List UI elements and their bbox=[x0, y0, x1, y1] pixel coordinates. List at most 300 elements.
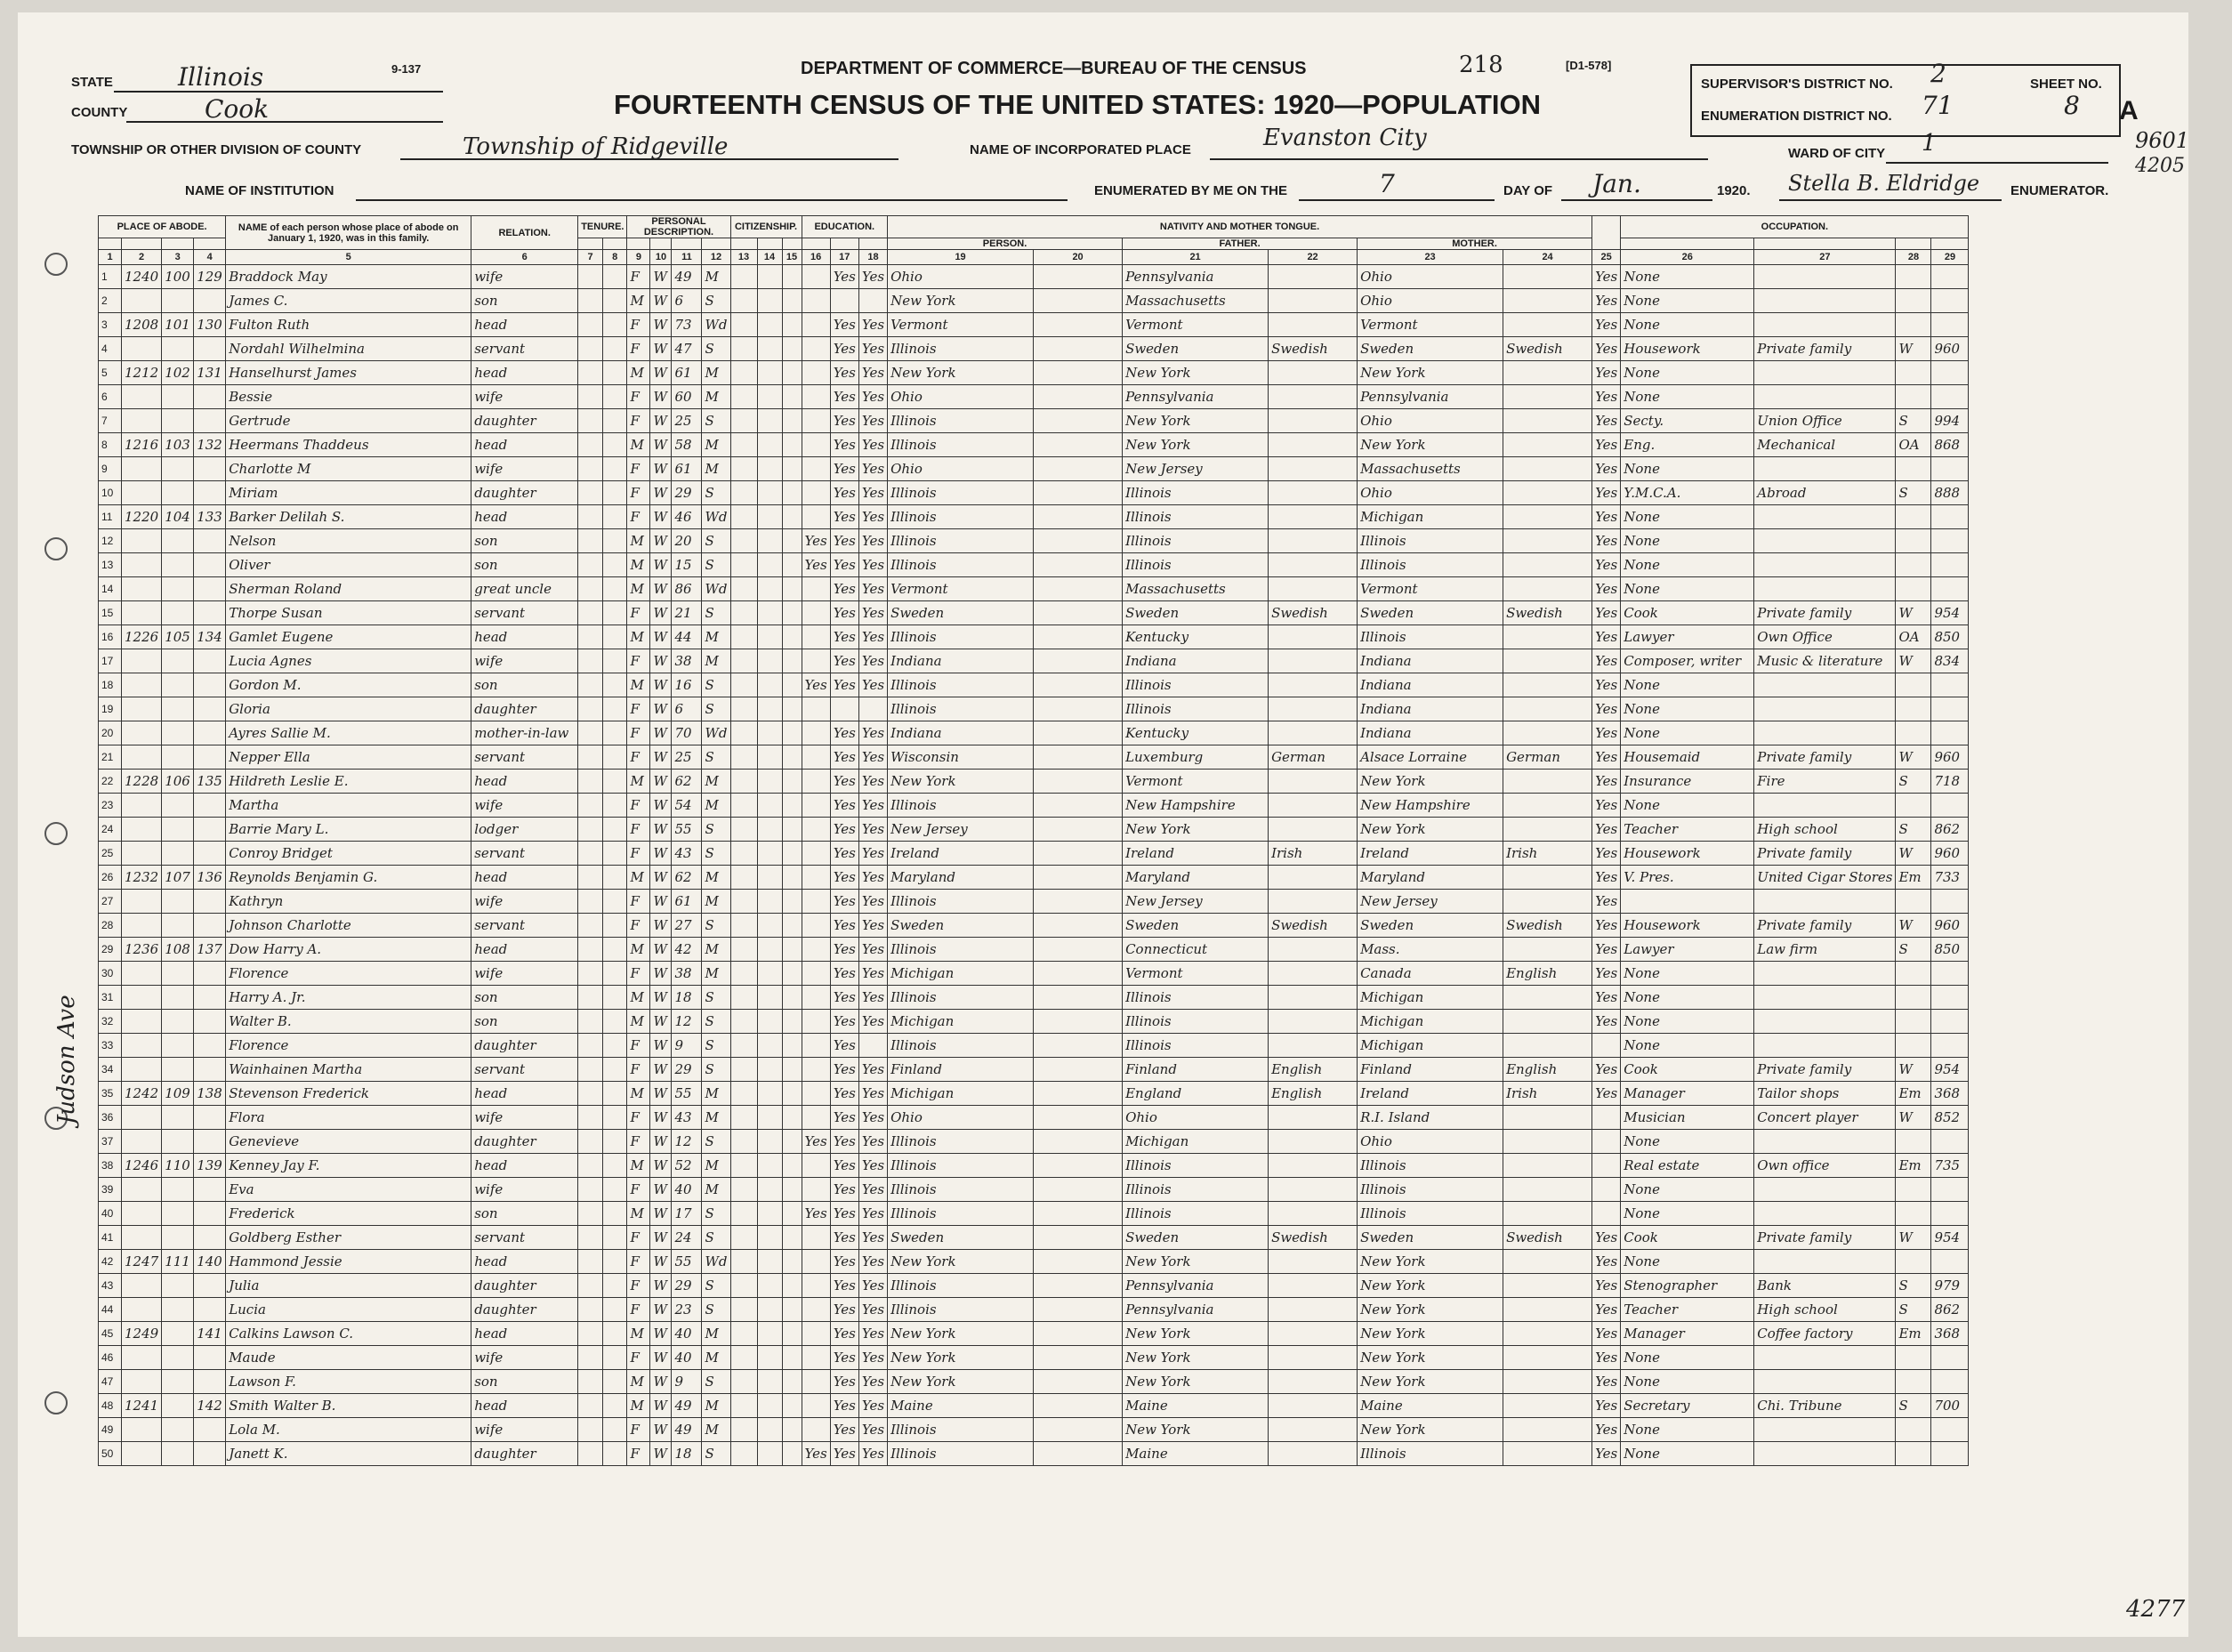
cell-fam: 138 bbox=[194, 1082, 226, 1106]
cell-age: 42 bbox=[672, 938, 702, 962]
cell-dw bbox=[162, 745, 194, 770]
cell-empty bbox=[782, 1010, 802, 1034]
cell-empty bbox=[757, 1274, 782, 1298]
cell-fpob: Maine bbox=[1123, 1394, 1269, 1418]
cell-empty bbox=[730, 601, 757, 625]
cell-empty bbox=[782, 1250, 802, 1274]
cell-occ bbox=[1621, 890, 1754, 914]
incorporated-label: NAME OF INCORPORATED PLACE bbox=[970, 142, 1191, 157]
cell-read: Yes bbox=[830, 1058, 858, 1082]
cell-ms: Wd bbox=[702, 577, 730, 601]
cell-rel: wife bbox=[471, 962, 578, 986]
cell-empty bbox=[782, 890, 802, 914]
cell-mpob: New York bbox=[1358, 770, 1503, 794]
cell-empty bbox=[602, 721, 627, 745]
line-number: 28 bbox=[99, 914, 122, 938]
cell-mpob: Ohio bbox=[1358, 265, 1503, 289]
cell-dw bbox=[162, 1202, 194, 1226]
cell-dw bbox=[162, 1034, 194, 1058]
cell-ms: M bbox=[702, 649, 730, 673]
cell-rel: servant bbox=[471, 1058, 578, 1082]
cell-empty bbox=[1034, 697, 1123, 721]
cell-empty bbox=[757, 265, 782, 289]
cell-cls bbox=[1896, 986, 1931, 1010]
cell-race: W bbox=[650, 313, 672, 337]
cell-read: Yes bbox=[830, 745, 858, 770]
table-row bbox=[99, 577, 1969, 601]
cell-fam bbox=[194, 457, 226, 481]
cell-name: Barker Delilah S. bbox=[226, 505, 471, 529]
cell-race: W bbox=[650, 505, 672, 529]
cell-name: Hammond Jessie bbox=[226, 1250, 471, 1274]
cell-ind: United Cigar Stores bbox=[1754, 866, 1896, 890]
cell-ftongue bbox=[1269, 1010, 1358, 1034]
cell-empty bbox=[757, 1178, 782, 1202]
line-number: 47 bbox=[99, 1370, 122, 1394]
cell-eng: Yes bbox=[1592, 1226, 1621, 1250]
cell-ms: S bbox=[702, 1010, 730, 1034]
cell-ms: S bbox=[702, 745, 730, 770]
cell-mpob: Sweden bbox=[1358, 601, 1503, 625]
cell-name: Nordahl Wilhelmina bbox=[226, 337, 471, 361]
table-row bbox=[99, 1106, 1969, 1130]
cell-mpob: Pennsylvania bbox=[1358, 385, 1503, 409]
cell-fam: 132 bbox=[194, 433, 226, 457]
day-line bbox=[1299, 199, 1495, 201]
cell-code bbox=[1931, 529, 1969, 553]
cell-house: 1228 bbox=[122, 770, 162, 794]
cell-school bbox=[802, 1058, 830, 1082]
cell-ftongue: English bbox=[1269, 1082, 1358, 1106]
cell-read: Yes bbox=[830, 1130, 858, 1154]
cell-sex: F bbox=[627, 745, 650, 770]
cell-mtongue bbox=[1503, 890, 1592, 914]
cell-empty bbox=[782, 1394, 802, 1418]
cell-empty bbox=[757, 1250, 782, 1274]
cell-ind bbox=[1754, 577, 1896, 601]
cell-ind: Private family bbox=[1754, 601, 1896, 625]
cell-empty bbox=[730, 1058, 757, 1082]
cell-empty bbox=[782, 361, 802, 385]
cell-fam bbox=[194, 1442, 226, 1466]
cell-mtongue bbox=[1503, 1442, 1592, 1466]
cell-ind bbox=[1754, 721, 1896, 745]
cell-sex: F bbox=[627, 914, 650, 938]
cell-empty bbox=[578, 289, 603, 313]
cell-age: 38 bbox=[672, 649, 702, 673]
cell-occ: Housemaid bbox=[1621, 745, 1754, 770]
cell-write: Yes bbox=[858, 673, 887, 697]
cell-age: 15 bbox=[672, 553, 702, 577]
cell-dw bbox=[162, 1130, 194, 1154]
ward-line bbox=[1886, 162, 2108, 164]
header-person: PERSON. bbox=[888, 238, 1123, 250]
cell-mtongue bbox=[1503, 649, 1592, 673]
township-label: TOWNSHIP OR OTHER DIVISION OF COUNTY bbox=[71, 142, 362, 157]
cell-ftongue: Swedish bbox=[1269, 601, 1358, 625]
cell-dw bbox=[162, 1010, 194, 1034]
cell-fpob: Kentucky bbox=[1123, 625, 1269, 649]
line-number: 31 bbox=[99, 986, 122, 1010]
cell-empty bbox=[578, 1442, 603, 1466]
cell-empty bbox=[1034, 361, 1123, 385]
cell-empty bbox=[602, 1274, 627, 1298]
cell-sex: F bbox=[627, 1058, 650, 1082]
cell-eng: Yes bbox=[1592, 673, 1621, 697]
cell-cls: W bbox=[1896, 1058, 1931, 1082]
cell-dw: 104 bbox=[162, 505, 194, 529]
cell-mtongue: English bbox=[1503, 1058, 1592, 1082]
note-bottom-right: 4277 bbox=[2126, 1596, 2186, 1623]
cell-age: 17 bbox=[672, 1202, 702, 1226]
cell-mtongue bbox=[1503, 770, 1592, 794]
cell-eng: Yes bbox=[1592, 289, 1621, 313]
cell-mtongue: Swedish bbox=[1503, 337, 1592, 361]
line-number: 12 bbox=[99, 529, 122, 553]
cell-empty bbox=[1034, 866, 1123, 890]
table-row bbox=[99, 1226, 1969, 1250]
cell-empty bbox=[757, 361, 782, 385]
cell-empty bbox=[602, 1226, 627, 1250]
cell-mpob: Ohio bbox=[1358, 481, 1503, 505]
cell-fpob: Kentucky bbox=[1123, 721, 1269, 745]
cell-ind: Private family bbox=[1754, 914, 1896, 938]
binder-hole bbox=[44, 822, 68, 845]
line-number: 37 bbox=[99, 1130, 122, 1154]
cell-empty bbox=[578, 866, 603, 890]
cell-fam bbox=[194, 1274, 226, 1298]
line-number: 14 bbox=[99, 577, 122, 601]
cell-empty bbox=[757, 1418, 782, 1442]
cell-cls bbox=[1896, 385, 1931, 409]
cell-race: W bbox=[650, 529, 672, 553]
cell-fpob: Illinois bbox=[1123, 1034, 1269, 1058]
cell-cls bbox=[1896, 1178, 1931, 1202]
cell-dw bbox=[162, 962, 194, 986]
cell-ftongue bbox=[1269, 890, 1358, 914]
cell-ms: Wd bbox=[702, 1250, 730, 1274]
table-row bbox=[99, 1370, 1969, 1394]
cell-empty bbox=[730, 625, 757, 649]
cell-occ: None bbox=[1621, 673, 1754, 697]
cell-name: Julia bbox=[226, 1274, 471, 1298]
cell-sex: F bbox=[627, 337, 650, 361]
cell-age: 60 bbox=[672, 385, 702, 409]
cell-mpob: New York bbox=[1358, 1250, 1503, 1274]
cell-cls: S bbox=[1896, 481, 1931, 505]
cell-occ: None bbox=[1621, 577, 1754, 601]
cell-race: W bbox=[650, 938, 672, 962]
line-number: 11 bbox=[99, 505, 122, 529]
cell-house bbox=[122, 481, 162, 505]
cell-empty bbox=[1034, 601, 1123, 625]
cell-cls: W bbox=[1896, 914, 1931, 938]
cell-empty bbox=[578, 770, 603, 794]
cell-code bbox=[1931, 1250, 1969, 1274]
supervisor-value: 2 bbox=[1930, 59, 1946, 88]
cell-cls: W bbox=[1896, 1226, 1931, 1250]
cell-sex: F bbox=[627, 409, 650, 433]
cell-empty bbox=[1034, 1058, 1123, 1082]
cell-dw bbox=[162, 457, 194, 481]
cell-ms: S bbox=[702, 601, 730, 625]
cell-fpob: Illinois bbox=[1123, 481, 1269, 505]
cell-ftongue bbox=[1269, 673, 1358, 697]
cell-empty bbox=[602, 1418, 627, 1442]
cell-empty bbox=[578, 457, 603, 481]
cell-mtongue bbox=[1503, 265, 1592, 289]
page-number: 218 bbox=[1459, 52, 1503, 78]
cell-fam: 139 bbox=[194, 1154, 226, 1178]
binder-hole bbox=[44, 253, 68, 276]
cell-empty bbox=[782, 553, 802, 577]
cell-rel: son bbox=[471, 529, 578, 553]
cell-fpob: New York bbox=[1123, 409, 1269, 433]
cell-empty bbox=[578, 529, 603, 553]
cell-cls bbox=[1896, 1346, 1931, 1370]
cell-ind bbox=[1754, 962, 1896, 986]
cell-ms: S bbox=[702, 1226, 730, 1250]
cell-age: 40 bbox=[672, 1346, 702, 1370]
cell-rel: son bbox=[471, 1010, 578, 1034]
cell-age: 29 bbox=[672, 1274, 702, 1298]
cell-empty bbox=[730, 962, 757, 986]
cell-write: Yes bbox=[858, 866, 887, 890]
cell-name: Walter B. bbox=[226, 1010, 471, 1034]
cell-empty bbox=[1034, 1130, 1123, 1154]
cell-race: W bbox=[650, 625, 672, 649]
cell-age: 61 bbox=[672, 361, 702, 385]
cell-empty bbox=[782, 697, 802, 721]
cell-empty bbox=[730, 409, 757, 433]
cell-cls bbox=[1896, 289, 1931, 313]
line-number: 42 bbox=[99, 1250, 122, 1274]
cell-eng: Yes bbox=[1592, 938, 1621, 962]
cell-code bbox=[1931, 1370, 1969, 1394]
cell-ind: Private family bbox=[1754, 1058, 1896, 1082]
cell-rel: servant bbox=[471, 601, 578, 625]
cell-read bbox=[830, 697, 858, 721]
cell-eng bbox=[1592, 1178, 1621, 1202]
cell-sex: F bbox=[627, 1442, 650, 1466]
cell-occ: Lawyer bbox=[1621, 625, 1754, 649]
cell-house bbox=[122, 1418, 162, 1442]
cell-empty bbox=[578, 1178, 603, 1202]
cell-cls bbox=[1896, 794, 1931, 818]
cell-ind: Law firm bbox=[1754, 938, 1896, 962]
cell-ind bbox=[1754, 1034, 1896, 1058]
cell-name: Maude bbox=[226, 1346, 471, 1370]
cell-empty bbox=[578, 385, 603, 409]
cell-rel: head bbox=[471, 1154, 578, 1178]
cell-house bbox=[122, 457, 162, 481]
cell-empty bbox=[1034, 1226, 1123, 1250]
header-mother: MOTHER. bbox=[1358, 238, 1592, 250]
cell-rel: head bbox=[471, 770, 578, 794]
cell-occ: Teacher bbox=[1621, 1298, 1754, 1322]
cell-code: 954 bbox=[1931, 1058, 1969, 1082]
cell-read: Yes bbox=[830, 433, 858, 457]
cell-school bbox=[802, 433, 830, 457]
institution-label: NAME OF INSTITUTION bbox=[185, 183, 334, 198]
cell-mtongue bbox=[1503, 529, 1592, 553]
cell-empty bbox=[730, 433, 757, 457]
cell-empty bbox=[782, 409, 802, 433]
cell-fpob: Illinois bbox=[1123, 986, 1269, 1010]
table-row bbox=[99, 337, 1969, 361]
cell-race: W bbox=[650, 794, 672, 818]
cell-empty bbox=[782, 1346, 802, 1370]
cell-empty bbox=[757, 938, 782, 962]
cell-code bbox=[1931, 1034, 1969, 1058]
cell-mtongue bbox=[1503, 1346, 1592, 1370]
cell-fam bbox=[194, 1346, 226, 1370]
cell-mtongue: Swedish bbox=[1503, 1226, 1592, 1250]
cell-fam bbox=[194, 1010, 226, 1034]
cell-eng: Yes bbox=[1592, 1442, 1621, 1466]
enumerator-line bbox=[1779, 199, 2002, 201]
table-row bbox=[99, 289, 1969, 313]
line-number: 44 bbox=[99, 1298, 122, 1322]
cell-pob: Illinois bbox=[888, 1034, 1034, 1058]
cell-rel: wife bbox=[471, 1178, 578, 1202]
cell-empty bbox=[602, 577, 627, 601]
cell-ms: S bbox=[702, 1370, 730, 1394]
cell-empty bbox=[1034, 529, 1123, 553]
cell-fam: 129 bbox=[194, 265, 226, 289]
cell-occ: V. Pres. bbox=[1621, 866, 1754, 890]
census-title: FOURTEENTH CENSUS OF THE UNITED STATES: 1920—POPULATION bbox=[614, 89, 1542, 120]
cell-ms: M bbox=[702, 1394, 730, 1418]
table-row bbox=[99, 1178, 1969, 1202]
cell-empty bbox=[602, 385, 627, 409]
cell-occ: None bbox=[1621, 313, 1754, 337]
cell-fam: 136 bbox=[194, 866, 226, 890]
cell-sex: M bbox=[627, 1082, 650, 1106]
cell-mpob: Illinois bbox=[1358, 1154, 1503, 1178]
note-left-vertical: Judson Ave bbox=[53, 995, 80, 1124]
cell-rel: head bbox=[471, 1394, 578, 1418]
cell-age: 43 bbox=[672, 1106, 702, 1130]
cell-empty bbox=[782, 842, 802, 866]
cell-empty bbox=[602, 1370, 627, 1394]
cell-school: Yes bbox=[802, 673, 830, 697]
cell-house bbox=[122, 553, 162, 577]
header-father: FATHER. bbox=[1123, 238, 1358, 250]
cell-empty bbox=[730, 866, 757, 890]
cell-house bbox=[122, 1442, 162, 1466]
cell-house bbox=[122, 649, 162, 673]
cell-empty bbox=[602, 433, 627, 457]
cell-eng: Yes bbox=[1592, 697, 1621, 721]
cell-empty bbox=[782, 1202, 802, 1226]
cell-sex: M bbox=[627, 866, 650, 890]
cell-race: W bbox=[650, 1298, 672, 1322]
cell-race: W bbox=[650, 1034, 672, 1058]
cell-empty bbox=[602, 1010, 627, 1034]
cell-fam bbox=[194, 385, 226, 409]
cell-mtongue: Swedish bbox=[1503, 914, 1592, 938]
line-number: 34 bbox=[99, 1058, 122, 1082]
cell-name: Conroy Bridget bbox=[226, 842, 471, 866]
cell-empty bbox=[578, 553, 603, 577]
cell-ind bbox=[1754, 986, 1896, 1010]
state-label: STATE bbox=[71, 75, 113, 90]
cell-eng: Yes bbox=[1592, 361, 1621, 385]
cell-cls bbox=[1896, 457, 1931, 481]
cell-empty bbox=[1034, 649, 1123, 673]
cell-mpob: Sweden bbox=[1358, 1226, 1503, 1250]
cell-name: Nepper Ella bbox=[226, 745, 471, 770]
cell-fam: 141 bbox=[194, 1322, 226, 1346]
cell-empty bbox=[757, 1154, 782, 1178]
cell-empty bbox=[578, 337, 603, 361]
cell-age: 29 bbox=[672, 1058, 702, 1082]
cell-age: 58 bbox=[672, 433, 702, 457]
cell-school bbox=[802, 505, 830, 529]
table-row bbox=[99, 1298, 1969, 1322]
cell-ftongue bbox=[1269, 938, 1358, 962]
cell-name: Harry A. Jr. bbox=[226, 986, 471, 1010]
cell-empty bbox=[782, 1058, 802, 1082]
cell-pob: Maryland bbox=[888, 866, 1034, 890]
cell-eng bbox=[1592, 1106, 1621, 1130]
cell-code: 862 bbox=[1931, 1298, 1969, 1322]
cell-empty bbox=[730, 649, 757, 673]
cell-pob: New York bbox=[888, 1370, 1034, 1394]
enumerated-label: ENUMERATED BY ME ON THE bbox=[1094, 183, 1287, 198]
cell-empty bbox=[1034, 794, 1123, 818]
cell-house bbox=[122, 1034, 162, 1058]
cell-empty bbox=[757, 1226, 782, 1250]
cell-ftongue bbox=[1269, 409, 1358, 433]
cell-eng: Yes bbox=[1592, 529, 1621, 553]
cell-empty bbox=[578, 361, 603, 385]
cell-empty bbox=[1034, 914, 1123, 938]
cell-occ: None bbox=[1621, 1034, 1754, 1058]
cell-mtongue bbox=[1503, 361, 1592, 385]
enumerated-month: Jan. bbox=[1592, 169, 1641, 198]
cell-eng bbox=[1592, 1034, 1621, 1058]
line-number: 33 bbox=[99, 1034, 122, 1058]
cell-fam bbox=[194, 1058, 226, 1082]
cell-fpob: Sweden bbox=[1123, 337, 1269, 361]
cell-empty bbox=[757, 553, 782, 577]
table-row bbox=[99, 794, 1969, 818]
cell-house: 1220 bbox=[122, 505, 162, 529]
cell-pob: Ohio bbox=[888, 265, 1034, 289]
table-row bbox=[99, 361, 1969, 385]
cell-write: Yes bbox=[858, 938, 887, 962]
cell-house bbox=[122, 673, 162, 697]
cell-empty bbox=[578, 1010, 603, 1034]
cell-dw: 111 bbox=[162, 1250, 194, 1274]
sheet-value: 8 bbox=[2064, 91, 2080, 120]
cell-age: 12 bbox=[672, 1130, 702, 1154]
cell-dw bbox=[162, 794, 194, 818]
cell-eng: Yes bbox=[1592, 770, 1621, 794]
cell-empty bbox=[757, 457, 782, 481]
cell-dw bbox=[162, 481, 194, 505]
cell-ftongue bbox=[1269, 1370, 1358, 1394]
cell-empty bbox=[578, 842, 603, 866]
cell-fpob: New York bbox=[1123, 1322, 1269, 1346]
cell-write bbox=[858, 289, 887, 313]
cell-dw bbox=[162, 1394, 194, 1418]
cell-pob: Sweden bbox=[888, 1226, 1034, 1250]
cell-cls bbox=[1896, 505, 1931, 529]
cell-age: 55 bbox=[672, 1082, 702, 1106]
